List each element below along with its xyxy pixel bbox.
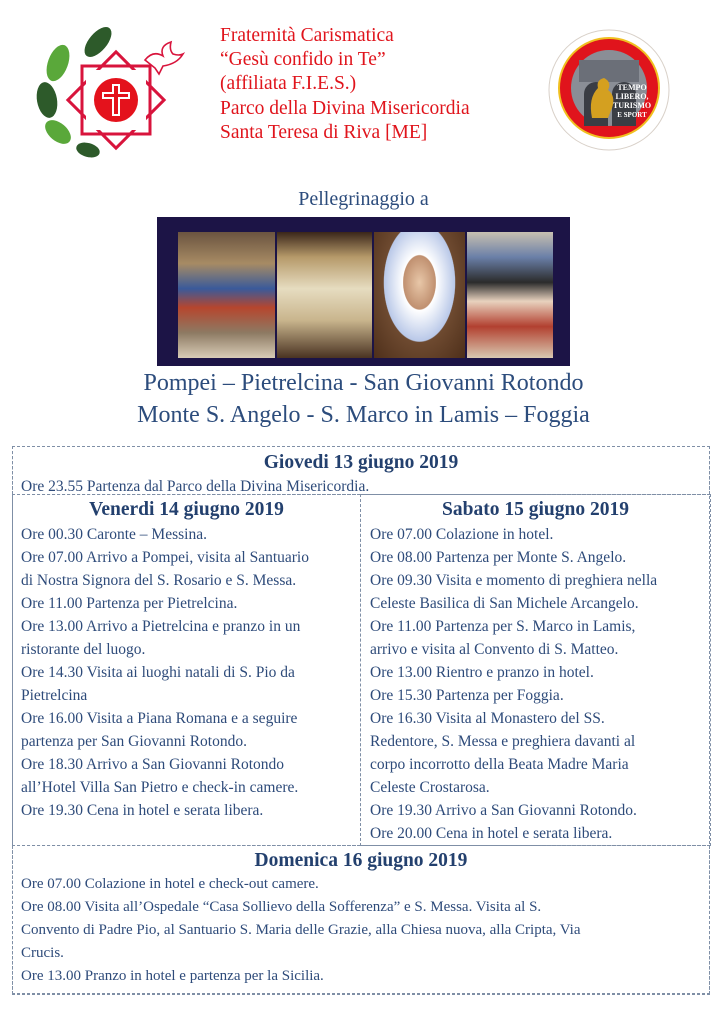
diocese-office-logo (534, 20, 684, 160)
itinerary-entry: Ore 16.00 Visita a Piana Romana e a seguire (21, 710, 298, 727)
itinerary-entry: all’Hotel Villa San Pietro e check-in camere. (21, 779, 299, 796)
org-name: Fraternità Carismatica (220, 25, 394, 46)
itinerary-entry: Ore 08.00 Visita all’Ospedale “Casa Sollievo della Sofferenza” e S. Messa. Visita al S. (21, 899, 542, 915)
itinerary-entry: Redentore, S. Messa e preghiera davanti al (370, 733, 636, 750)
itinerary-entry: partenza per San Giovanni Rotondo. (21, 733, 247, 750)
itinerary-entry: di Nostra Signora del S. Rosario e S. Messa. (21, 572, 297, 589)
itinerary-entry: Ore 19.30 Arrivo a San Giovanni Rotondo. (370, 802, 637, 819)
logo-text-turismo: TURISMO (612, 101, 652, 110)
day-sunday (12, 845, 710, 995)
itinerary-entry: Ore 13.00 Arrivo a Pietrelcina e pranzo in un (21, 618, 301, 635)
itinerary-entry: Celeste Crostarosa. (370, 779, 490, 796)
star-emblem-icon (68, 52, 164, 148)
logo-text-sport: E SPORT (617, 111, 647, 119)
itinerary-entry: arrivo e visita al Convento di S. Matteo. (370, 641, 619, 658)
org-park: Parco della Divina Misericordia (220, 97, 470, 119)
itinerary-entry: Ore 11.00 Partenza per Pietrelcina. (21, 595, 238, 612)
itinerary-entry: Ore 13.00 Rientro e pranzo in hotel. (370, 664, 594, 681)
org-motto: “Gesù confido in Te” (220, 49, 386, 71)
org-location: Santa Teresa di Riva [ME] (220, 121, 428, 143)
day-friday (12, 494, 361, 846)
day-saturday (360, 494, 711, 846)
saints-photo-strip (157, 217, 570, 366)
itinerary-entry: Ore 18.30 Arrivo a San Giovanni Rotondo (21, 756, 285, 773)
itinerary-entry: Ore 15.30 Partenza per Foggia. (370, 687, 564, 704)
itinerary-entry: Ore 09.30 Visita e momento di preghiera nella (370, 572, 658, 589)
itinerary-entry: Convento di Padre Pio, al Santuario S. Maria delle Grazie, alla Chiesa nuova, alla Cripta, Via (21, 922, 581, 938)
nun-portrait-image (467, 232, 553, 358)
padre-pio-portrait-image (374, 232, 465, 358)
itinerary-entry: Ore 20.00 Cena in hotel e serata libera. (370, 825, 613, 842)
org-affiliation: (affiliata F.I.E.S.) (220, 73, 357, 95)
day-title: Sabato 15 giugno 2019 (442, 499, 629, 520)
day-thursday (12, 446, 710, 495)
itinerary-entry: Ore 16.30 Visita al Monastero del SS. (370, 710, 605, 727)
day-title: Venerdi 14 giugno 2019 (89, 499, 284, 520)
logo-text-tempo: TEMPO (617, 83, 647, 92)
day-title: Giovedi 13 giugno 2019 (263, 452, 459, 473)
itinerary-entry: Ore 19.30 Cena in hotel e serata libera. (21, 802, 264, 819)
organization-info (220, 24, 470, 145)
itinerary-table (12, 446, 710, 994)
itinerary-entry: Ore 14.30 Visita ai luoghi natali di S. Pio da (21, 664, 295, 681)
itinerary-entry: Ore 11.00 Partenza per S. Marco in Lamis, (370, 618, 636, 635)
itinerary-entry: Ore 23.55 Partenza dal Parco della Divina Misericordia. (21, 478, 370, 495)
itinerary-entry: Celeste Basilica di San Michele Arcangelo. (370, 595, 639, 612)
itinerary-entry: Ore 07.00 Colazione in hotel. (370, 526, 554, 543)
fraternity-logo (30, 20, 185, 160)
day-title: Domenica 16 giugno 2019 (254, 850, 468, 871)
route-line-1: Pompei – Pietrelcina - San Giovanni Rotondo (143, 370, 584, 396)
pilgrimage-title: Pellegrinaggio a (298, 188, 429, 210)
itinerary-entry: Ore 08.00 Partenza per Monte S. Angelo. (370, 549, 627, 566)
itinerary-entry: Pietrelcina (21, 687, 88, 704)
saint-michael-statue-image (277, 232, 372, 358)
route-line-2: Monte S. Angelo - S. Marco in Lamis – Foggia (137, 402, 590, 428)
itinerary-entry: ristorante del luogo. (21, 641, 146, 658)
itinerary-entry: Ore 07.00 Arrivo a Pompei, visita al Santuario (21, 549, 309, 566)
itinerary-entry: Ore 07.00 Colazione in hotel e check-out camere. (21, 876, 319, 892)
logo-text-libero: LIBERO, (615, 92, 649, 101)
itinerary-entry: Ore 00.30 Caronte – Messina. (21, 526, 207, 543)
madonna-rosary-pompei-image (178, 232, 275, 358)
itinerary-entry: Ore 13.00 Pranzo in hotel e partenza per la Sicilia. (21, 968, 324, 984)
itinerary-entry: corpo incorrotto della Beata Madre Maria (370, 756, 629, 773)
itinerary-entry: Crucis. (21, 945, 64, 961)
